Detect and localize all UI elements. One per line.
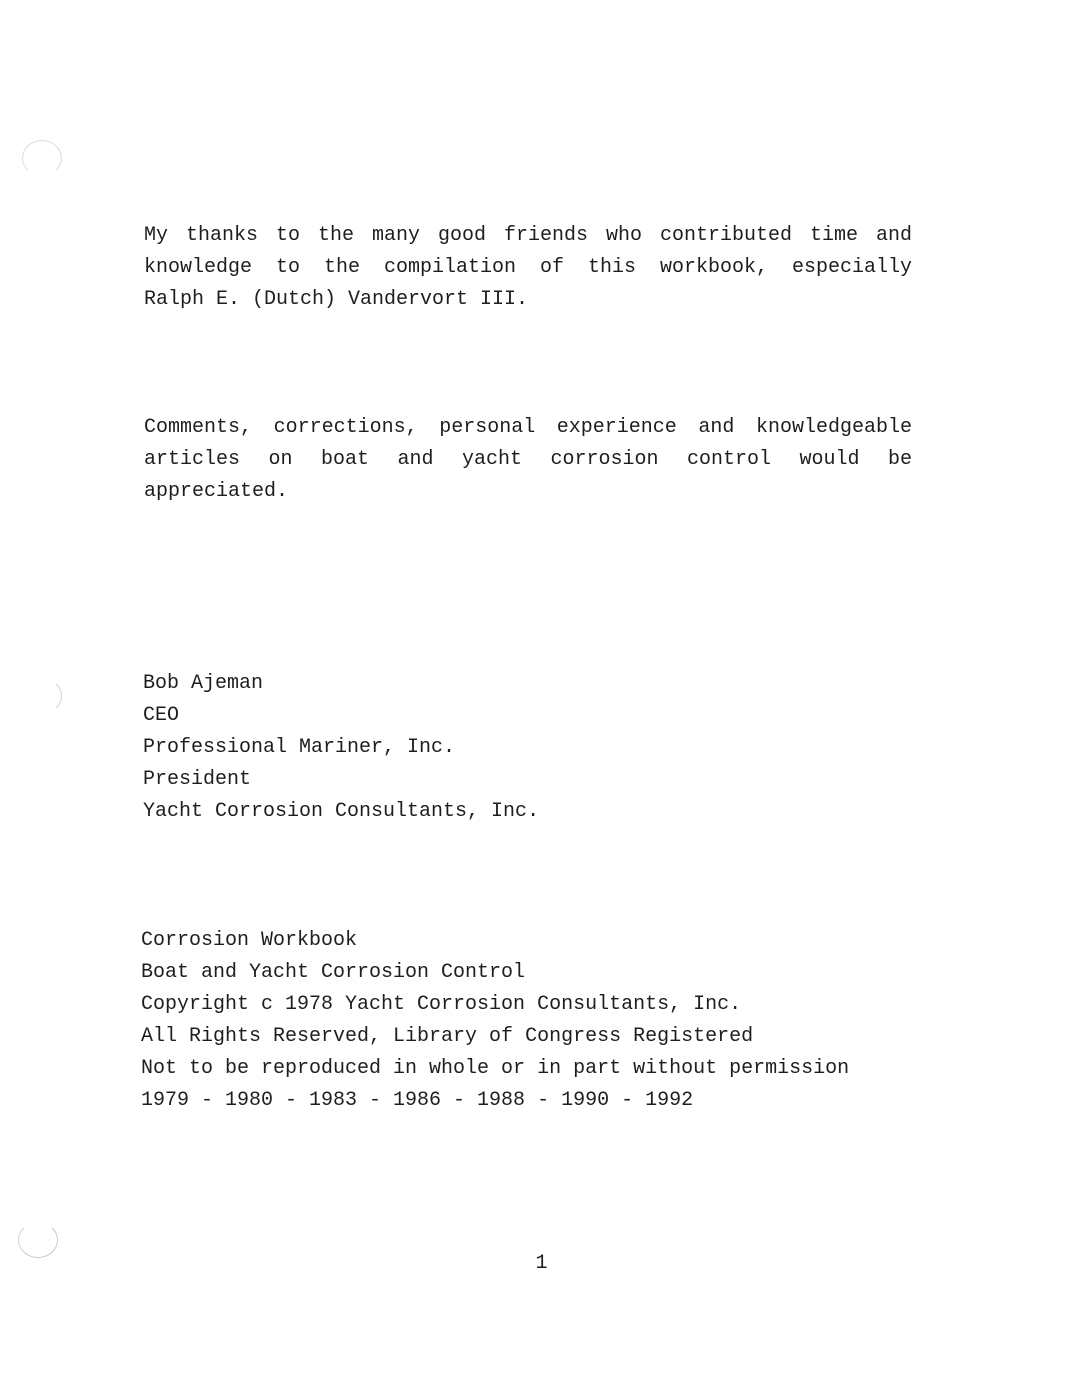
comments-request-paragraph <box>144 412 912 508</box>
copyright-block <box>141 925 849 1117</box>
binder-hole-top <box>22 140 62 176</box>
acknowledgment-paragraph <box>144 220 912 316</box>
copyright-line: Copyright c 1978 Yacht Corrosion Consultants, Inc. <box>141 993 742 1016</box>
rights-line: All Rights Reserved, Library of Congress Registered <box>141 1025 754 1048</box>
request-line: Comments, corrections, personal experience and knowledgeable <box>144 416 912 439</box>
author-title-president: President <box>143 768 252 791</box>
binder-hole-middle <box>22 678 62 714</box>
acknowledgment-line: My thanks to the many good friends who contributed time and <box>144 224 912 247</box>
author-title-ceo: CEO <box>143 704 180 727</box>
request-line: appreciated. <box>144 480 289 503</box>
acknowledgment-line: Ralph E. (Dutch) Vandervort III. <box>144 288 529 311</box>
book-subtitle: Boat and Yacht Corrosion Control <box>141 961 526 984</box>
author-company-1: Professional Mariner, Inc. <box>143 736 456 759</box>
author-company-2: Yacht Corrosion Consultants, Inc. <box>143 800 540 823</box>
request-line: articles on boat and yacht corrosion control would be <box>144 448 912 471</box>
signature-block <box>143 668 539 828</box>
page-number: 1 <box>535 1252 548 1275</box>
revision-years: 1979 - 1980 - 1983 - 1986 - 1988 - 1990 - 1992 <box>141 1089 694 1112</box>
book-title: Corrosion Workbook <box>141 929 358 952</box>
author-name: Bob Ajeman <box>143 672 264 695</box>
acknowledgment-line: knowledge to the compilation of this workbook, especially <box>144 256 912 279</box>
reproduction-notice: Not to be reproduced in whole or in part without permission <box>141 1057 850 1080</box>
